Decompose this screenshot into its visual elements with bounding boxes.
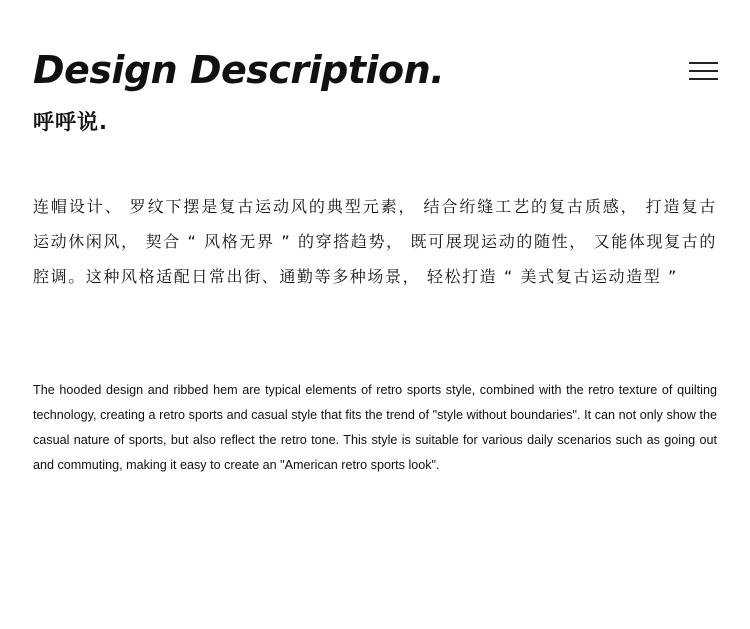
description-english: The hooded design and ribbed hem are typical elements of retro sports style, combined with the retro texture of quilting technology, creating a retro sports and casual style that fits the trend of "style without boundaries". It can not only show the casual nature of sports, but also reflect the retro tone. This style is suitable for various daily scenarios such as going out and commuting, making it easy to create an "American retro sports look".: [33, 383, 717, 472]
description-chinese: 连帽设计、 罗纹下摆是复古运动风的典型元素， 结合绗缝工艺的复古质感， 打造复古运动休闲风， 契合 “ 风格无界 ” 的穿搭趋势， 既可展现运动的随性， 又能体现复古的腔调。这种风格适配日常出街、通勤等多种场景， 轻松打造 “ 美式复古运动造型 ”: [33, 197, 717, 286]
menu-line: [689, 62, 718, 64]
menu-line: [689, 78, 718, 80]
page-title: Design Description.: [33, 48, 445, 92]
section-subtitle: 呼呼说.: [33, 110, 108, 134]
hamburger-menu-icon[interactable]: [689, 62, 718, 81]
menu-line: [689, 70, 718, 72]
